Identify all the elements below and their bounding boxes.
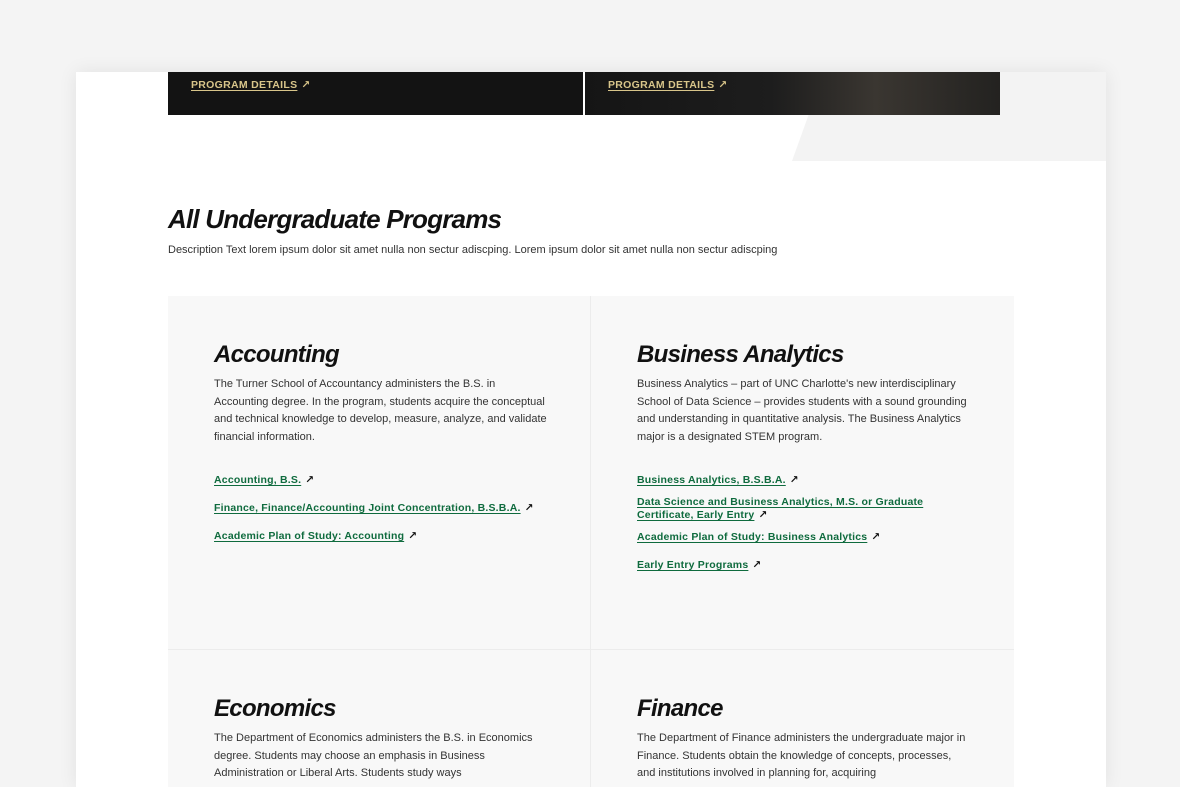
program-description: The Department of Economics administers the B.S. in Economics degree. Students may choose an emphasis in Business Administration or Liberal Arts. Students study ways: [214, 732, 533, 779]
program-card-finance: [637, 694, 972, 783]
program-links: [214, 474, 549, 543]
section-title: All Undergraduate Programs: [168, 204, 502, 234]
program-card-accounting: [214, 340, 549, 558]
featured-program-card: [585, 72, 1000, 115]
program-description: The Department of Finance administers the undergraduate major in Finance. Students obtain the knowledge of concepts, processes, and institutions involved in planning for, acquiring: [637, 732, 966, 779]
section-description: Description Text lorem ipsum dolor sit amet nulla non sectur adiscping. Lorem ipsum dolor sit amet nulla non sectur adiscping: [168, 244, 778, 256]
program-details-link[interactable]: PROGRAM DETAILS ↗: [608, 79, 728, 91]
arrow-up-right-icon: ↗: [758, 509, 768, 521]
program-links: [637, 474, 972, 572]
grid-divider: [590, 296, 591, 787]
program-link[interactable]: Early Entry Programs ↗: [637, 559, 762, 571]
program-link[interactable]: Business Analytics, B.S.B.A. ↗: [637, 474, 799, 486]
program-link[interactable]: Academic Plan of Study: Accounting ↗: [214, 530, 418, 542]
program-link[interactable]: Finance, Finance/Accounting Joint Concentration, B.S.B.A. ↗: [214, 502, 534, 514]
grid-divider: [168, 649, 1014, 650]
program-link[interactable]: Academic Plan of Study: Business Analytics ↗: [637, 531, 881, 543]
arrow-up-right-icon: ↗: [871, 531, 881, 543]
program-card-business-analytics: [637, 340, 972, 587]
program-title: Finance: [637, 695, 723, 722]
program-card-economics: [214, 694, 549, 783]
program-description: The Turner School of Accountancy administers the B.S. in Accounting degree. In the program, students acquire the conceptual and technical knowledge to develop, measure, analyze, and validate financial information.: [214, 378, 547, 443]
arrow-up-right-icon: ↗: [789, 474, 799, 486]
arrow-up-right-icon: ↗: [408, 530, 418, 542]
program-title: Economics: [214, 695, 336, 722]
program-details-link[interactable]: PROGRAM DETAILS ↗: [191, 79, 311, 91]
arrow-up-right-icon: ↗: [305, 474, 315, 486]
program-title: Accounting: [214, 341, 339, 368]
program-title: Business Analytics: [637, 341, 844, 368]
program-link[interactable]: Accounting, B.S. ↗: [214, 474, 315, 486]
featured-program-card: [168, 72, 583, 115]
page-content: [76, 72, 1106, 787]
arrow-up-right-icon: ↗: [752, 559, 762, 571]
program-link[interactable]: Data Science and Business Analytics, M.S. or Graduate Certificate, Early Entry ↗: [637, 496, 924, 521]
arrow-up-right-icon: ↗: [524, 502, 534, 514]
program-description: Business Analytics – part of UNC Charlotte's new interdisciplinary School of Data Science – provides students with a sound grounding and understanding in quantitative analysis. The Business Analytics major is a designated STEM program.: [637, 378, 967, 443]
arrow-up-right-icon: ↗: [301, 79, 311, 91]
arrow-up-right-icon: ↗: [718, 79, 728, 91]
programs-grid: [168, 296, 1014, 787]
